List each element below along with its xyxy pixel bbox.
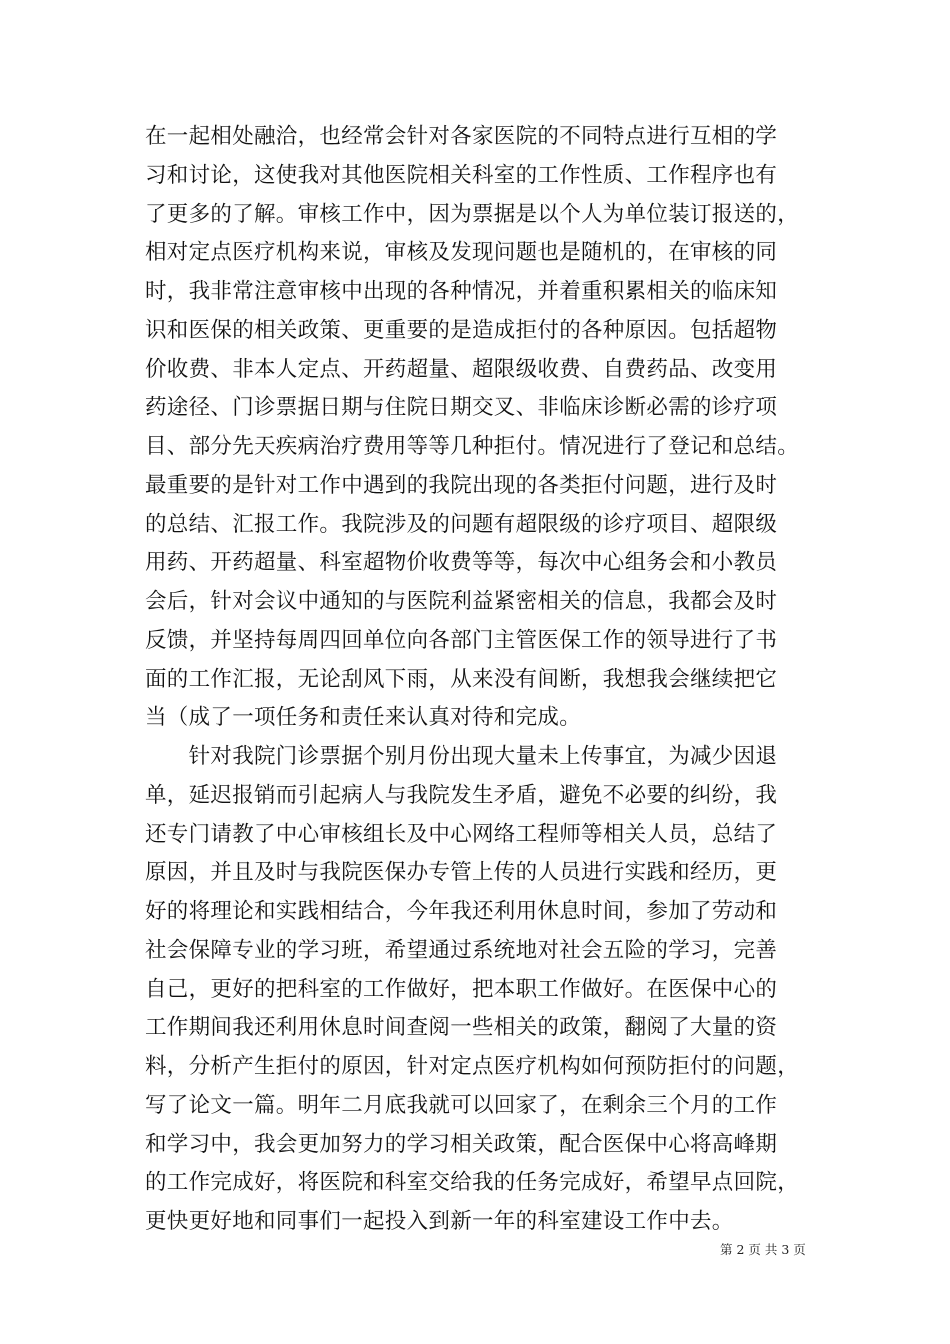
text-line: 用药、开药超量、科室超物价收费等等，每次中心组务会和小教员: [145, 550, 778, 576]
text-line: 社会保障专业的学习班，希望通过系统地对社会五险的学习，完善: [145, 937, 778, 963]
paragraph-2: [145, 738, 830, 1242]
text-line: 了更多的了解。审核工作中，因为票据是以个人为单位装订报送的，: [145, 201, 800, 227]
text-line: 价收费、非本人定点、开药超量、超限级收费、自费药品、改变用: [145, 356, 778, 382]
text-line: 的工作完成好，将医院和科室交给我的任务完成好，希望早点回院，: [145, 1170, 800, 1196]
text-line: 原因，并且及时与我院医保办专管上传的人员进行实践和经历，更: [145, 860, 778, 886]
text-line: 料，分析产生拒付的原因，针对定点医疗机构如何预防拒付的问题，: [145, 1054, 800, 1079]
text-line: 好的将理论和实践相结合，今年我还利用休息时间，参加了劳动和: [145, 899, 778, 924]
text-line: 自己，更好的把科室的工作做好，把本职工作做好。在医保中心的: [145, 976, 778, 1002]
body-text: [145, 118, 830, 1242]
text-line: 的总结、汇报工作。我院涉及的问题有超限级的诊疗项目、超限级: [145, 511, 778, 537]
text-line: 写了论文一篇。明年二月底我就可以回家了，在剩余三个月的工作: [145, 1092, 778, 1118]
paragraph-1: [145, 118, 830, 738]
text-line: 还专门请教了中心审核组长及中心网络工程师等相关人员，总结了: [145, 821, 778, 847]
text-line: 相对定点医疗机构来说，审核及发现问题也是随机的，在审核的同: [145, 240, 778, 266]
text-line: 最重要的是针对工作中遇到的我院出现的各类拒付问题，进行及时: [145, 472, 778, 498]
text-line: 更快更好地和同事们一起投入到新一年的科室建设工作中去。: [145, 1209, 734, 1234]
text-line: 识和医保的相关政策、更重要的是造成拒付的各种原因。包括超物: [145, 317, 778, 343]
text-line: 目、部分先天疾病治疗费用等等几种拒付。情况进行了登记和总结。: [145, 434, 800, 459]
text-line: 工作期间我还利用休息时间查阅一些相关的政策，翻阅了大量的资: [145, 1015, 778, 1041]
text-line: 反馈，并坚持每周四回单位向各部门主管医保工作的领导进行了书: [145, 627, 778, 653]
text-line: 当（成了一项任务和责任来认真对待和完成。: [145, 705, 582, 731]
page-number-footer: 第 2 页 共 3 页: [720, 1242, 806, 1257]
text-line: 单，延迟报销而引起病人与我院发生矛盾，避免不必要的纠纷，我: [145, 782, 778, 808]
text-line: 在一起相处融洽，也经常会针对各家医院的不同特点进行互相的学: [145, 124, 778, 149]
text-line: 时，我非常注意审核中出现的各种情况，并着重积累相关的临床知: [145, 279, 778, 304]
text-line: 针对我院门诊票据个别月份出现大量未上传事宜，为减少因退: [145, 744, 778, 769]
text-line: 药途径、门诊票据日期与住院日期交叉、非临床诊断必需的诊疗项: [145, 395, 778, 421]
text-line: 面的工作汇报，无论刮风下雨，从来没有间断，我想我会继续把它: [145, 666, 778, 692]
text-line: 会后，针对会议中通知的与医院利益紧密相关的信息，我都会及时: [145, 589, 778, 614]
text-line: 和学习中，我会更加努力的学习相关政策，配合医保中心将高峰期: [145, 1131, 778, 1157]
text-line: 习和讨论，这使我对其他医院相关科室的工作性质、工作程序也有: [145, 162, 778, 188]
